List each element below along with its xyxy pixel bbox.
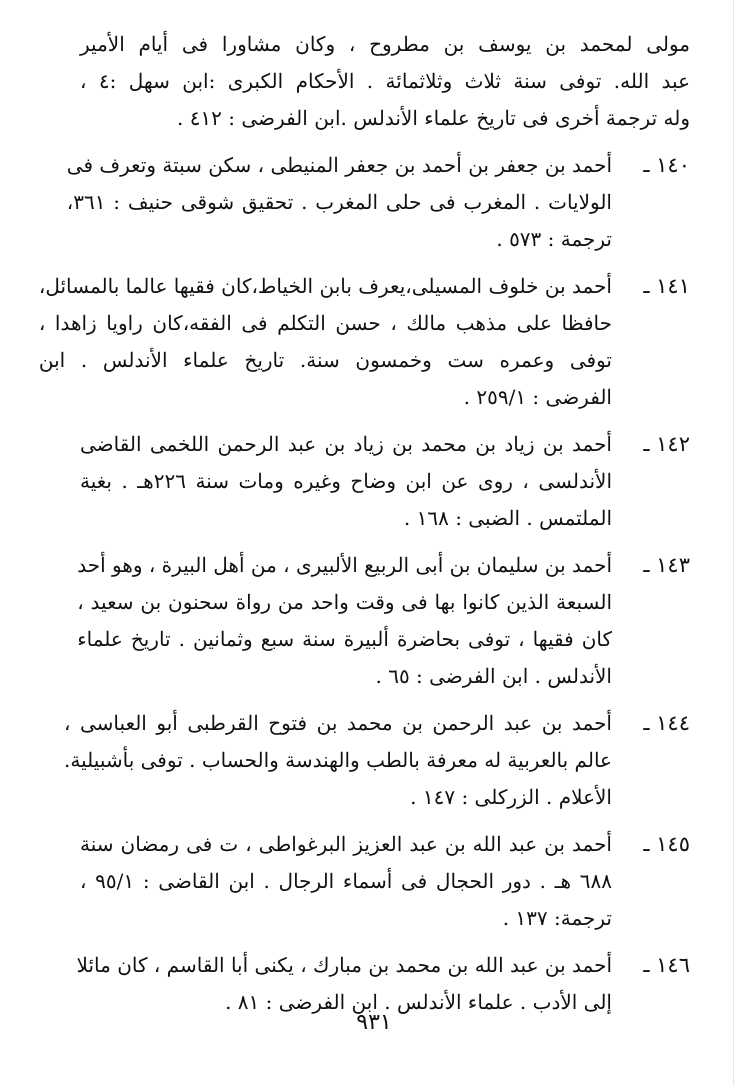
entry-142 [80,426,690,537]
text-line: ترجمة : ٥٧٣ . [496,227,612,251]
text-line: عبد الله. توفى سنة ثلاث وثلاثمائة . الأحكام الكبرى :ابن سهل :٤ ، [80,69,691,93]
entry-140 [66,147,690,258]
entry-number: ١٤٣ ـ [643,553,690,577]
text-line: أحمد بن عبد الرحمن بن محمد بن فتوح القرطبى أبو العباسى ، [64,711,612,735]
entry-text [67,147,612,258]
entry-number: ١٤٤ ـ [643,711,690,735]
text-line: الأندلس . ابن الفرضى : ٦٥ . [375,664,612,688]
text-line: أحمد بن عبد الله بن عبد العزيز البرغواطى ، ت فى رمضان سنة [80,832,612,856]
text-line: كان فقيها ، توفى بحاضرة ألبيرة سنة سبع وثمانين . تاريخ علماء [77,627,612,651]
entry-143 [77,547,690,695]
text-line: السبعة الذين كانوا بها فى وقت واحد من رواة سحنون بن سعيد ، [77,590,612,614]
text-line: أحمد بن جعفر بن أحمد بن جعفر المنيطى ، سكن سبتة وتعرف فى [66,153,612,177]
entry-text [80,426,612,537]
text-line: ترجمة: ١٣٧ . [502,906,612,930]
page-body [38,26,691,1031]
entry-number: ١٤٦ ـ [643,953,690,977]
page-number: ٩٣١ [356,1010,392,1035]
text-line: إلى الأدب . علماء الأندلس . ابن الفرضى : ٨١ . [225,990,612,1014]
text-line: الملتمس . الضبى : ١٦٨ . [403,506,612,530]
continued-entry [80,26,690,137]
entry-number: ١٤٢ ـ [643,432,690,456]
text-line: أحمد بن زياد بن محمد بن زياد بن عبد الرحمن اللخمى القاضى [80,432,612,456]
entry-text [64,705,612,816]
entry-text [80,26,690,137]
text-line: مولى لمحمد بن يوسف بن مطروح ، وكان مشاورا فى أيام الأمير [80,32,690,56]
entry-number: ١٤٥ ـ [643,832,690,856]
entry-141 [38,268,690,416]
entry-text [80,826,612,937]
entry-number: ١٤٠ ـ [643,153,690,177]
text-line: أحمد بن عبد الله بن محمد بن مبارك ، يكنى أبا القاسم ، كان مائلا [76,953,612,977]
entry-144 [64,705,690,816]
entry-text [77,547,612,695]
text-line: وله ترجمة أخرى فى تاريخ علماء الأندلس .ابن الفرضى : ٤١٢ . [176,106,690,130]
text-line: ٦٨٨ هـ . دور الحجال فى أسماء الرجال . ابن القاضى : ٩٥/١ ، [80,869,613,893]
text-line: الولايات . المغرب فى حلى المغرب . تحقيق شوقى حنيف : ٣٦١، [66,190,612,214]
entry-145 [80,826,690,937]
text-line: توفى وعمره ست وخمسون سنة. تاريخ علماء الأندلس . ابن [38,348,612,372]
text-line: عالم بالعربية له معرفة بالطب والهندسة والحساب . توفى بأشبيلية. [64,748,612,772]
entry-text [39,268,612,416]
text-line: أحمد بن خلوف المسيلى،يعرف بابن الخياط،كان فقيها عالما بالمسائل، [38,274,612,298]
entry-number: ١٤١ ـ [643,274,690,298]
text-line: الأعلام . الزركلى : ١٤٧ . [410,785,612,809]
text-line: أحمد بن سليمان بن أبى الربيع الألبيرى ، من أهل البيرة ، وهو أحد [77,553,612,577]
page-edge [733,0,734,1086]
text-line: الفرضى : ٢٥٩/١ . [463,385,612,409]
text-line: الأندلسى ، روى عن ابن وضاح وغيره ومات سنة ٢٢٦هـ . بغية [80,469,613,493]
text-line: حافظا على مذهب مالك ، حسن التكلم فى الفقه،كان راويا زاهدا ، [38,311,612,335]
